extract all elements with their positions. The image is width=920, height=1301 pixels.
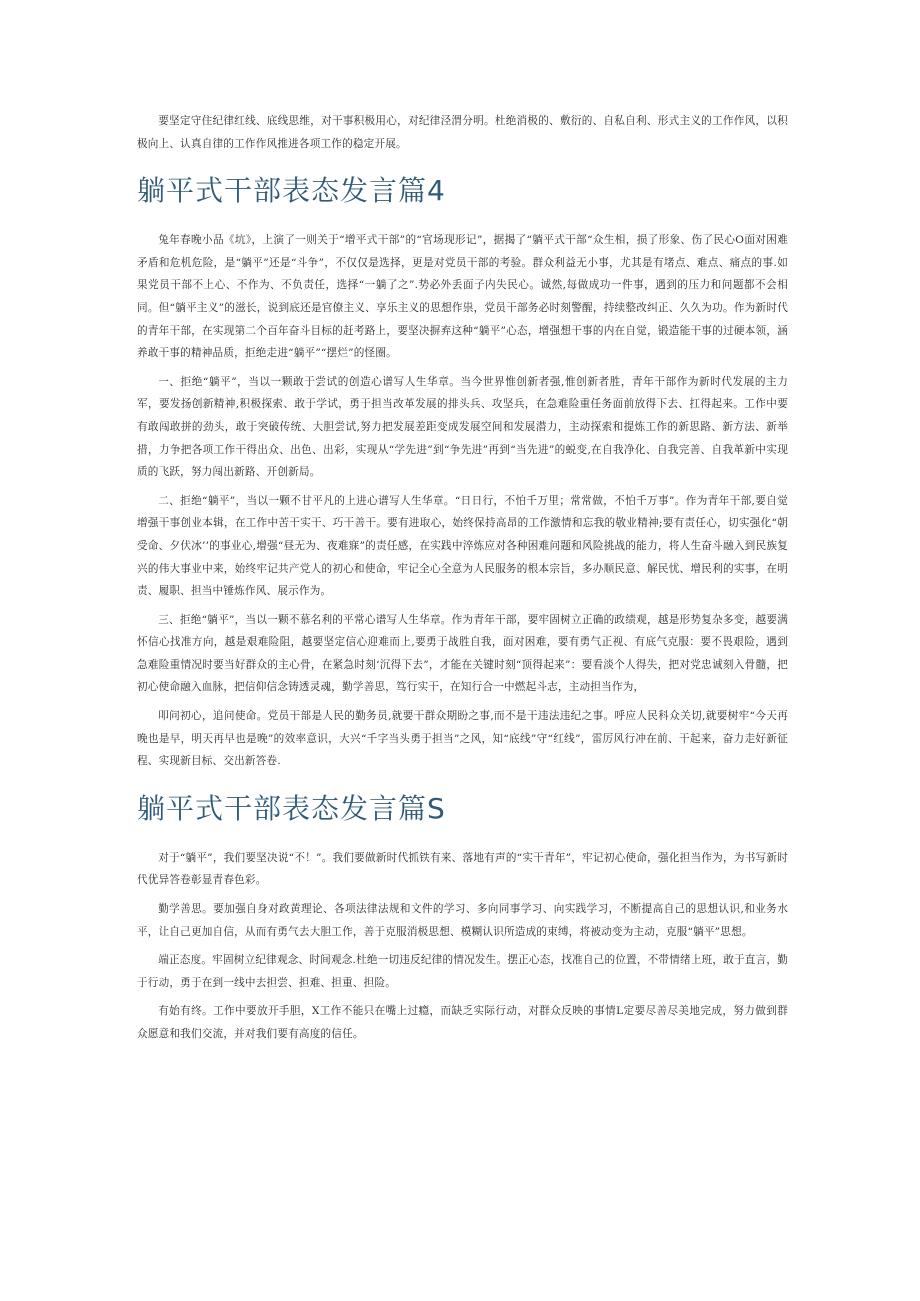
- section5-paragraph-attitude: 端正态度。牢固树立纪律观念、时间观念.杜绝一切违反纪律的情况发生。摆正心态，找准自己的位置，不带情绪上班，敢于直言，勤于行动，勇于在到一线中去担尝、担难、担重、担险。: [137, 954, 788, 989]
- paragraph-section3-tail: 要坚定守住纪律红线、底线思维，对干事积极用心，对纪律泾渭分明。杜绝消极的、敷衍的、自私自利、形式主义的工作作风，以积极向上、认真自律的工作作风推进各项工作的稳定开展。: [137, 115, 788, 150]
- section4-heading: 躺平式干部表态发言篇4: [137, 174, 446, 208]
- section4-paragraph-2: 二、拒绝“躺平”，当以一颗不甘平凡的上进心谱写人生华章。“日日行，不怕千万里；常常做，不怕千万事”。作为青年干部,要自觉增强干事创业本辑，在工作中苦干实干、巧干善干。要有进取心，始终保持高昂的工作激情和忘我的敬业精神;要有责任心，切实强化“朝受命、夕伏冰’’的事业心,增强“昼无为、夜难寐”的责任感，在实践中淬炼应对各种困难问题和风险挑战的能力，将人生奋斗融入到民族复兴的伟大事业中来，始终牢记共产党人的初心和使命，牢记全心全意为人民服务的根本宗旨，多办顺民意、解民忧、增民利的实事，在明责、履职、担当中锤炼作风、展示作为。: [137, 494, 788, 598]
- section5-paragraph-intro: 对于“躺平”，我们要坚决说“不！”。我们要做新时代抓铁有来、落地有声的“实干青年”，牢记初心使命，强化担当作为，为书写新时代优异答卷彰显青春色彩。: [137, 851, 788, 887]
- section4-paragraph-1: 一、拒绝“躺平”，当以一颗敢于尝试的创造心谱写人生华章。当今世界惟创新者强,惟创新者胜，青年干部作为新时代发展的主力军，要发扬创新精神,积极探索、敢于学试，勇于担当改革发展的排头兵、攻坚兵，在急难险重任务面前放得下去、扛得起来。工作中要有敢闯敢拼的劲头，敢于突破传统、大胆尝试,努力把发展差距变成发展空间和发展潜力，主动探索和提炼工作的新思路、新方法、新举措，力争把各项工作干得出众、出色、出彩，实现从“学先进”到“争先进”再到“当先进”的蜕变,在自我净化、自我完善、自我革新中实现质的飞跃，努力闯出新路、开创新局。: [137, 375, 788, 479]
- document-page: [137, 110, 788, 1052]
- section4-paragraph-closing: 叩问初心，追问使命。党员干部是人民的勤务员,就要干群众期盼之事,而不是干违法违纪之事。呼应人民科众关切,就要树牢“今天再晚也是早，明天再早也是晚”的效率意识，大兴“千字当头勇于担当”之风，知“底线”守“红线”，雷厉风行冲在前、干起来，奋力走好新征程、实现新目标、交出新答卷.: [137, 710, 788, 768]
- section5-paragraph-persistence: 有始有终。工作中要放开手胆，X工作不能只在嘴上过瘾，而缺乏实际行动，对群众反映的事情L定要尽善尽美地完成，努力做到群众愿意和我们交流，并对我们要有高度的信任。: [137, 1005, 788, 1040]
- section4-paragraph-3: 三、拒绝“躺平”，当以一颗不慕名利的平常心谱写人生华章。作为青年干部，要牢固树立正确的政绩观，越是形势复杂多变，越要满怀信心找准方向，越是艰难险阻，越要坚定信心迎难而上,要勇于战胜自我，面对困难，要有勇气正视、有底气克服：要不畏艰险，遇到急难险重情况时要当好群众的主心骨，在紧急时刻‘沉得下去”，才能在关键时刻“顶得起来”：要看淡个人得失，把对党忠诚刻入骨髓，把初心使命融入血脉，把信仰信念铸透灵魂，勤学善思，笃行实干，在知行合一中燃起斗志，主动担当作为，: [137, 613, 788, 694]
- section5-paragraph-study: 勤学善思。要加强自身对政黄理论、各项法律法规和文件的学习、多向同事学习、向实践学习，不断提高自己的思想认识,和业务水平，让自己更加自信，从而有勇气去大胆工作，善于克服消极思想、模糊认识所造成的束缚，将被动变为主动，克服“躺平”思想。: [137, 903, 788, 938]
- section4-paragraph-intro: 兔年春晚小品《坑》，上演了一则关于“增平式干部”的“官场现形记”，据揭了“躺平式干部“众生相，损了形象、伤了民心O面对困难矛盾和危机危险，是“躺平”还是“斗争”，不仅仅是选择，更是对党员干部的考验。群众利益无小事，尤其是有堵点、难点、痛点的事.如果党员干部不上心、不作为、不负责任，选择“一躺了之”.势必外丢面子内失民心。诚然,每做成功一件事，遇到的压力和问题都不会相同。但“躺平主义”的滋长，说到底还是官僚主义、享乐主义的思想作祟，党员干部务必时刻警醒，持续整改纠正、久久为功。作为新时代的青年干部，在实现第二个百年奋斗目标的赶考路上，要坚决摒弃这种“躺平”心态，增强想干事的内在自觉，锻造能干事的过硬本领，涵养敢干事的精神品质，拒绝走进“躺平”“摆烂”的怪圈。: [137, 234, 788, 360]
- section5-heading: 躺平式干部表态发言篇S: [137, 791, 446, 825]
